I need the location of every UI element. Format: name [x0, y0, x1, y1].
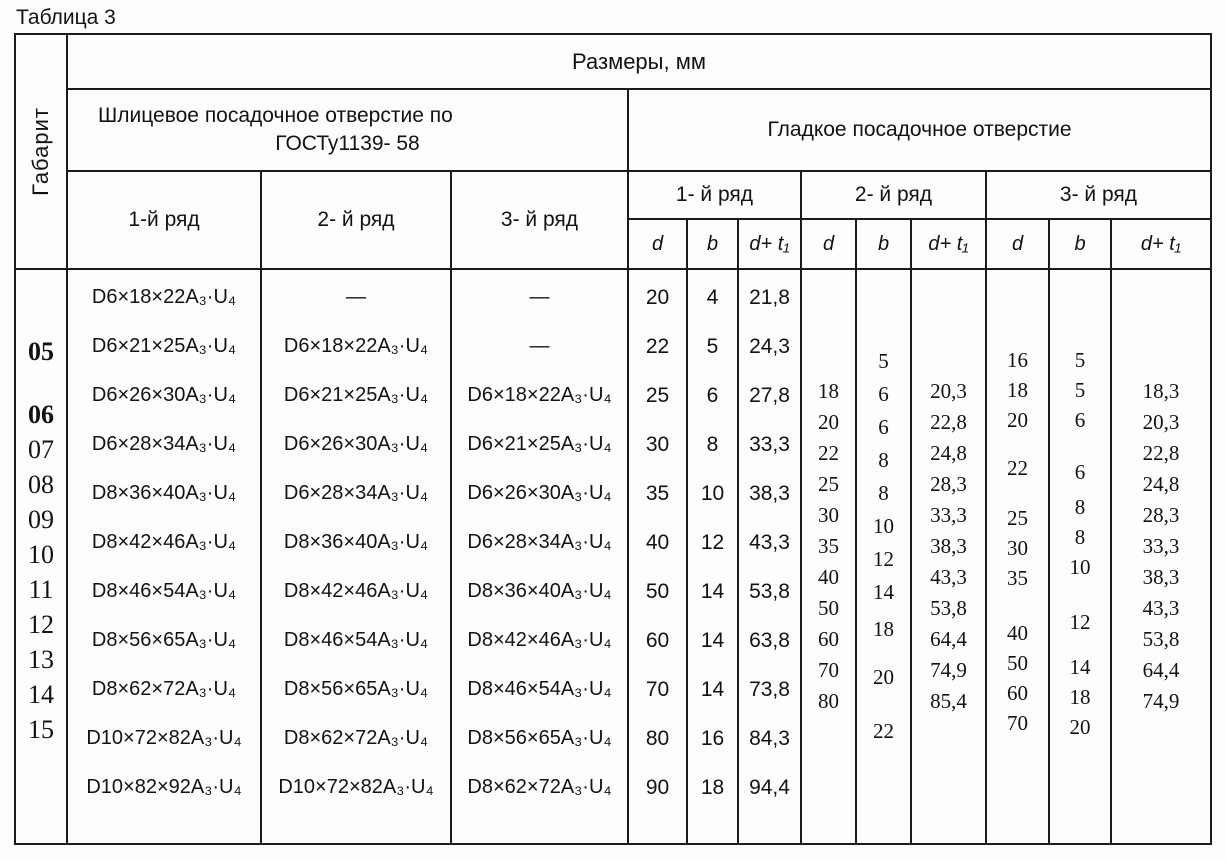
cell-value: D8×36×40A₃·U₄ — [467, 580, 612, 602]
sub-header-d-row1 — [629, 220, 688, 270]
cell-value: 20 — [1069, 714, 1091, 739]
cell-value: 24,8 — [930, 441, 967, 465]
cell-value: D10×72×82A₃·U₄ — [86, 727, 242, 749]
cell-value: 33,3 — [930, 503, 967, 527]
cell-value: 40 — [1007, 620, 1028, 645]
cell-value: 25 — [645, 383, 670, 407]
cell-value: 60 — [818, 627, 839, 651]
cell-value: — — [529, 286, 550, 308]
cell-value: 40 — [645, 530, 670, 554]
spline-row1-header — [68, 172, 262, 270]
cell-value: D8×42×46A₃·U₄ — [283, 580, 429, 602]
cell-value: 10 — [28, 539, 54, 569]
cell-value: 30 — [645, 432, 670, 456]
cell-value: — — [346, 286, 366, 308]
sizes-header-label: Размеры, мм — [572, 48, 706, 74]
cell-value: 20 — [645, 285, 670, 309]
sub-header-dt-row3 — [1112, 220, 1210, 270]
cell-value: 16 — [700, 726, 725, 750]
d-label: d — [1011, 232, 1024, 255]
cell-value: 5 — [878, 349, 889, 373]
cell-value: 8 — [1074, 494, 1086, 519]
cell-value: 85,4 — [930, 689, 967, 713]
smooth-row2-label: 2- й ряд — [854, 183, 933, 206]
sub-header-b-row1 — [688, 220, 739, 270]
cell-value: 4 — [706, 285, 719, 309]
cell-value: 50 — [818, 596, 839, 620]
cell-value: 22 — [645, 334, 670, 358]
cell-value: 20 — [818, 410, 839, 434]
smooth-row1-header — [629, 172, 802, 220]
cell-value: 10 — [700, 481, 725, 505]
smooth-row1-label: 1- й ряд — [675, 183, 754, 206]
cell-value: D6×18×22A₃·U₄ — [467, 384, 612, 406]
smooth-section-title: Гладкое посадочное отверстие — [767, 118, 1072, 141]
smooth-section-header — [629, 90, 1210, 172]
cell-value: 74,9 — [930, 658, 967, 682]
gabarit-header-label: Габарит — [28, 107, 53, 196]
cell-value: 43,3 — [1142, 596, 1180, 620]
cell-value: 12 — [873, 547, 894, 571]
cell-value: 28,3 — [930, 472, 967, 496]
cell-value: D10×82×92A₃·U₄ — [86, 776, 242, 798]
cell-value: 20,3 — [930, 379, 967, 403]
sub-header-dt-row2 — [912, 220, 987, 270]
gabarit-values-column — [16, 270, 68, 843]
cell-value: 14 — [700, 677, 725, 701]
cell-value: 38,3 — [749, 481, 790, 505]
cell-value: D6×28×34A₃·U₄ — [283, 482, 429, 504]
smooth-row1-dt-column — [739, 270, 802, 843]
cell-value: D6×21×25A₃·U₄ — [467, 433, 612, 455]
cell-value: 07 — [28, 434, 54, 464]
cell-value: 18,3 — [1142, 379, 1180, 403]
dt-label: d+ t₁ — [928, 232, 969, 255]
cell-value: 21,8 — [749, 285, 790, 309]
cell-value: 18 — [818, 379, 839, 403]
cell-value: 64,4 — [930, 627, 967, 651]
smooth-row2-b-column — [857, 270, 912, 843]
smooth-row1-d-column — [629, 270, 688, 843]
d-label: d — [822, 232, 835, 255]
dt-label: d+ t₁ — [1140, 232, 1182, 255]
cell-value: D10×72×82A₃·U₄ — [278, 776, 434, 798]
cell-value: 30 — [1007, 535, 1028, 560]
smooth-row3-b-column — [1050, 270, 1112, 843]
sub-header-b-row2 — [857, 220, 912, 270]
cell-value: 11 — [28, 574, 54, 604]
cell-value: 8 — [1074, 524, 1086, 549]
cell-value: 38,3 — [1142, 565, 1180, 589]
cell-value: 74,9 — [1142, 689, 1180, 713]
spline-row3-column — [452, 270, 629, 843]
cell-value: D8×36×40A₃·U₄ — [91, 482, 237, 504]
spline-row2-column — [262, 270, 452, 843]
spline-row1-column — [68, 270, 262, 843]
cell-value: 14 — [873, 580, 894, 604]
dimensions-table — [14, 33, 1212, 845]
cell-value: 84,3 — [749, 726, 790, 750]
spline-section-title-line2: ГОСТу1139- 58 — [275, 132, 420, 155]
cell-value: 43,3 — [749, 530, 790, 554]
cell-value: 13 — [28, 644, 54, 674]
smooth-row3-d-column — [987, 270, 1050, 843]
cell-value: 12 — [1069, 609, 1091, 634]
cell-value: 22,8 — [930, 410, 967, 434]
cell-value: 15 — [28, 714, 54, 744]
cell-value: 14 — [700, 628, 725, 652]
cell-value: 6 — [1074, 459, 1086, 484]
cell-value: D8×56×65A₃·U₄ — [467, 727, 612, 749]
cell-value: 25 — [1007, 505, 1028, 530]
cell-value: 60 — [645, 628, 670, 652]
cell-value: 35 — [818, 534, 839, 558]
cell-value: 43,3 — [930, 565, 967, 589]
cell-value: 22 — [873, 719, 894, 743]
gabarit-column-header — [16, 35, 68, 270]
cell-value: D8×56×65A₃·U₄ — [91, 629, 237, 651]
cell-value: 20,3 — [1142, 410, 1180, 434]
smooth-row3-label: 3- й ряд — [1059, 183, 1138, 206]
cell-value: 20 — [873, 665, 894, 689]
cell-value: — — [529, 335, 550, 357]
cell-value: 8 — [878, 448, 889, 472]
cell-value: D8×46×54A₃·U₄ — [91, 580, 237, 602]
cell-value: 35 — [1007, 565, 1028, 590]
spline-row2-header — [262, 172, 452, 270]
cell-value: 60 — [1007, 680, 1028, 705]
sub-header-d-row2 — [802, 220, 857, 270]
sub-header-dt-row1 — [739, 220, 802, 270]
cell-value: D8×56×65A₃·U₄ — [283, 678, 429, 700]
cell-value: 06 — [28, 399, 54, 429]
cell-value: D6×26×30A₃·U₄ — [467, 482, 612, 504]
cell-value: 6 — [878, 382, 889, 406]
cell-value: 05 — [28, 336, 54, 366]
spline-row3-label: 3- й ряд — [500, 208, 579, 231]
dt-label: d+ t₁ — [749, 232, 790, 255]
b-label: b — [877, 232, 890, 255]
cell-value: 6 — [706, 383, 719, 407]
cell-value: 53,8 — [749, 579, 790, 603]
cell-value: D8×46×54A₃·U₄ — [467, 678, 612, 700]
smooth-row2-dt-column — [912, 270, 987, 843]
sub-header-d-row3 — [987, 220, 1050, 270]
cell-value: 14 — [28, 679, 54, 709]
cell-value: D6×21×25A₃·U₄ — [91, 335, 237, 357]
smooth-row1-b-column — [688, 270, 739, 843]
cell-value: 94,4 — [749, 775, 790, 799]
cell-value: 10 — [1069, 554, 1091, 579]
spline-row2-label: 2- й ряд — [317, 208, 395, 231]
cell-value: D8×62×72A₃·U₄ — [91, 678, 237, 700]
spline-row3-header — [452, 172, 629, 270]
cell-value: 08 — [28, 469, 54, 499]
b-label: b — [1074, 232, 1086, 255]
smooth-row2-d-column — [802, 270, 857, 843]
cell-value: 22 — [1007, 455, 1028, 480]
cell-value: 25 — [818, 472, 839, 496]
cell-value: 8 — [878, 481, 889, 505]
cell-value: 35 — [645, 481, 670, 505]
page-title: Таблица 3 — [16, 6, 116, 29]
cell-value: 14 — [700, 579, 725, 603]
cell-value: D6×26×30A₃·U₄ — [91, 384, 237, 406]
cell-value: 33,3 — [749, 432, 790, 456]
cell-value: 18 — [700, 775, 725, 799]
cell-value: 16 — [1007, 347, 1028, 372]
spline-section-header — [68, 90, 629, 172]
cell-value: 5 — [1074, 347, 1086, 372]
cell-value: D8×62×72A₃·U₄ — [283, 727, 429, 749]
cell-value: 18 — [1007, 377, 1028, 402]
cell-value: 27,8 — [749, 383, 790, 407]
sub-header-b-row3 — [1050, 220, 1112, 270]
cell-value: 53,8 — [1142, 627, 1180, 651]
cell-value: D8×36×40A₃·U₄ — [283, 531, 429, 553]
cell-value: D8×42×46A₃·U₄ — [91, 531, 237, 553]
cell-value: D6×28×34A₃·U₄ — [467, 531, 612, 553]
cell-value: 22,8 — [1142, 441, 1180, 465]
spline-section-title-line1: Шлицевое посадочное отверстие по — [98, 104, 453, 127]
cell-value: 50 — [645, 579, 670, 603]
cell-value: 22 — [818, 441, 839, 465]
cell-value: 6 — [1074, 407, 1086, 432]
b-label: b — [706, 232, 719, 255]
smooth-row2-header — [802, 172, 987, 220]
cell-value: D8×46×54A₃·U₄ — [283, 629, 429, 651]
cell-value: 12 — [700, 530, 725, 554]
cell-value: 64,4 — [1142, 658, 1180, 682]
cell-value: D6×26×30A₃·U₄ — [283, 433, 429, 455]
cell-value: D8×42×46A₃·U₄ — [467, 629, 612, 651]
cell-value: 20 — [1007, 407, 1028, 432]
cell-value: 28,3 — [1142, 503, 1180, 527]
cell-value: 50 — [1007, 650, 1028, 675]
cell-value: D6×18×22A₃·U₄ — [283, 335, 429, 357]
cell-value: 73,8 — [749, 677, 790, 701]
cell-value: 10 — [873, 514, 894, 538]
spline-row1-label: 1-й ряд — [128, 208, 200, 231]
cell-value: 30 — [818, 503, 839, 527]
cell-value: 63,8 — [749, 628, 790, 652]
smooth-row3-dt-column — [1112, 270, 1210, 843]
cell-value: D6×18×22A₃·U₄ — [91, 286, 237, 308]
cell-value: 09 — [28, 504, 54, 534]
smooth-row3-header — [987, 172, 1210, 220]
cell-value: 40 — [818, 565, 839, 589]
cell-value: 70 — [645, 677, 670, 701]
cell-value: 8 — [706, 432, 719, 456]
cell-value: 5 — [1074, 377, 1086, 402]
cell-value: D6×28×34A₃·U₄ — [91, 433, 237, 455]
cell-value: 33,3 — [1142, 534, 1180, 558]
cell-value: 90 — [645, 775, 670, 799]
cell-value: 12 — [28, 609, 54, 639]
cell-value: D6×21×25A₃·U₄ — [283, 384, 429, 406]
cell-value: 14 — [1069, 654, 1091, 679]
cell-value: 24,3 — [749, 334, 790, 358]
cell-value: 6 — [878, 415, 889, 439]
cell-value: 18 — [873, 617, 894, 641]
cell-value: 80 — [818, 689, 839, 713]
cell-value: 5 — [706, 334, 719, 358]
cell-value: 80 — [645, 726, 670, 750]
sizes-header — [68, 35, 1210, 90]
cell-value: 38,3 — [930, 534, 967, 558]
d-label: d — [651, 232, 664, 255]
cell-value: 70 — [1007, 710, 1028, 735]
cell-value: 53,8 — [930, 596, 967, 620]
cell-value: 70 — [818, 658, 839, 682]
cell-value: 18 — [1069, 684, 1091, 709]
cell-value: D8×62×72A₃·U₄ — [467, 776, 612, 798]
cell-value: 24,8 — [1142, 472, 1180, 496]
